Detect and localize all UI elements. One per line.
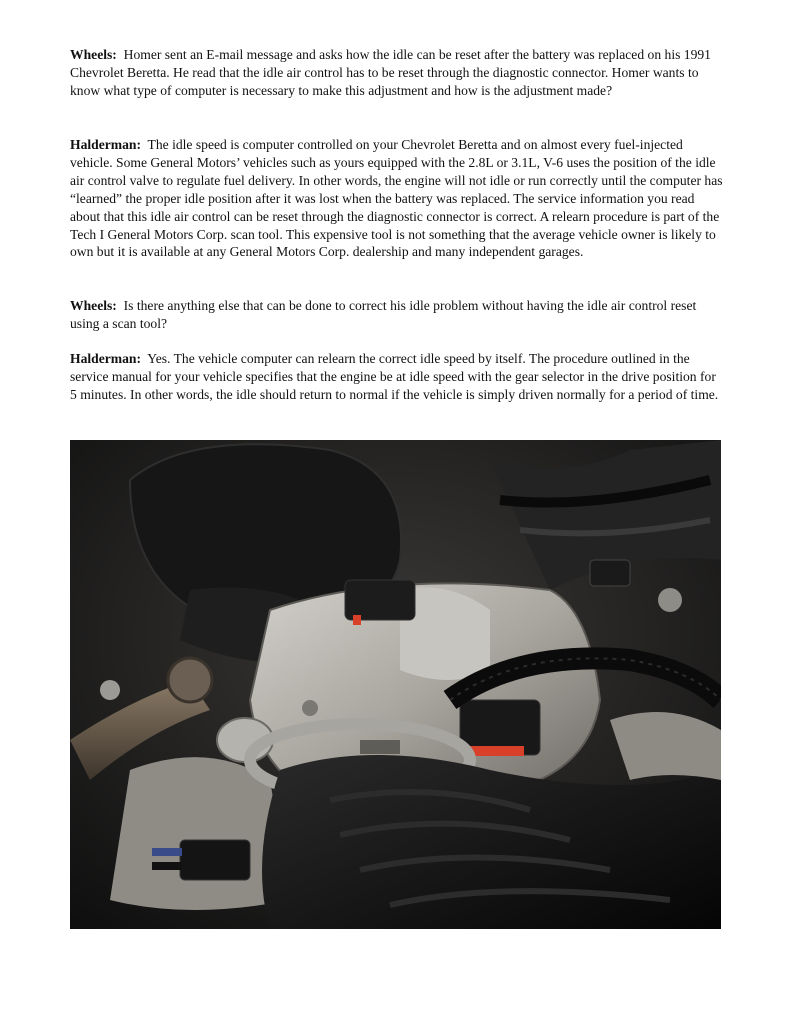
throttle-sensor-connector — [345, 580, 415, 620]
wire-black — [152, 862, 182, 870]
wire-red — [353, 615, 361, 625]
qa-paragraph-4 — [70, 350, 725, 404]
wire-blue — [152, 848, 182, 856]
qa-paragraph-2 — [70, 136, 725, 261]
speaker-label: Wheels: — [70, 298, 117, 313]
pipe-fitting — [168, 658, 212, 702]
paragraph-text: Homer sent an E-mail message and asks how the idle can be reset after the battery was replaced on his 1991 Chevrolet Beretta. He read that the idle air control has to be reset through the diagnostic connector. Homer wants to know what type of computer is necessary to make this adjustment and how is the adjustment made? — [70, 47, 711, 98]
qa-paragraph-3 — [70, 297, 725, 333]
qa-paragraph-1 — [70, 46, 725, 100]
speaker-label: Halderman: — [70, 351, 141, 366]
bolt-head — [302, 700, 318, 716]
engine-block-edge — [610, 712, 721, 780]
connector-block — [590, 560, 630, 586]
speaker-label: Halderman: — [70, 137, 141, 152]
bolt-head — [658, 588, 682, 612]
speaker-label: Wheels: — [70, 47, 117, 62]
bolt-head — [100, 680, 120, 700]
paragraph-text: Yes. The vehicle computer can relearn the correct idle speed by itself. The procedure outlined in the service manual for your vehicle specifies that the engine be at idle speed with the gear selector in the drive position for 5 minutes. In other words, the idle should return to normal if the vehicle is simply driven normally for a period of time. — [70, 351, 719, 402]
paragraph-text: The idle speed is computer controlled on your Chevrolet Beretta and on almost every fuel-injected vehicle. Some General Motors’ vehicles such as yours equipped with the 2.8L or 3.1L, V-6 uses the position of the idle air control valve to regulate fuel delivery. In other words, the engine will not idle or run correctly until the computer has “learned” the proper idle position after it was lost when the battery was replaced. The service information you read about that this idle air control can be reset through the diagnostic connector is correct. A relearn procedure is part of the Tech I General Motors Corp. scan tool. This expensive tool is not something that the average vehicle owner is likely to own but it is available at any General Motors Corp. dealership and many independent garages. — [70, 137, 723, 260]
engine-throttle-body-photo — [70, 440, 721, 929]
sensor-connector — [180, 840, 250, 880]
paragraph-text: Is there anything else that can be done to correct his idle problem without having the idle air control reset using a scan tool? — [70, 298, 697, 331]
connector-lock-red — [468, 746, 524, 756]
clamp-screw — [360, 740, 400, 754]
